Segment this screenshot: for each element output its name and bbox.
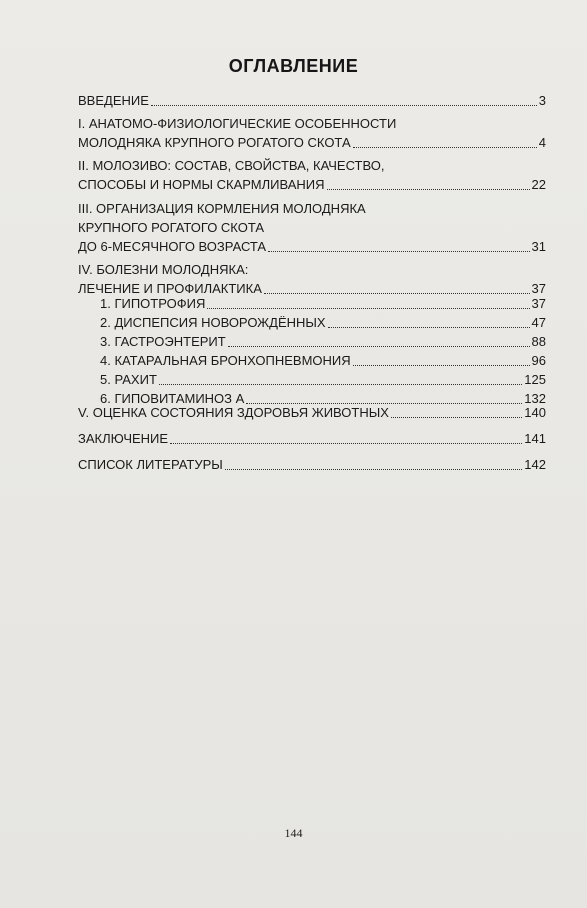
dot-leader — [391, 417, 522, 418]
dot-leader — [225, 469, 523, 470]
dot-leader — [228, 346, 530, 347]
toc-subentry-2 — [78, 313, 546, 332]
toc-entry-title: СПИСОК ЛИТЕРАТУРЫ — [78, 457, 223, 472]
toc-entry-page: 4 — [538, 135, 546, 150]
toc-entry-page: 141 — [524, 431, 546, 446]
toc-entry-introduction — [78, 91, 546, 110]
toc-entry-title: 1. ГИПОТРОФИЯ — [100, 296, 206, 311]
toc-entry-page: 3 — [538, 93, 546, 108]
toc-entry-page: 37 — [531, 281, 546, 296]
toc-entry-title: ДО 6-МЕСЯЧНОГО ВОЗРАСТА — [78, 239, 267, 254]
toc-entry-chapter-3 — [78, 199, 546, 256]
dot-leader — [170, 443, 522, 444]
toc-subentry-1 — [78, 294, 546, 313]
toc-entry-chapter-1 — [78, 114, 546, 152]
toc-entry-page: 96 — [531, 353, 546, 368]
toc-entry-page: 31 — [531, 239, 546, 254]
toc-entry-page: 140 — [524, 405, 546, 420]
dot-leader — [207, 308, 529, 309]
dot-leader — [353, 147, 537, 148]
dot-leader — [328, 327, 530, 328]
toc-entry-title-line: I. АНАТОМО-ФИЗИОЛОГИЧЕСКИЕ ОСОБЕННОСТИ — [78, 116, 397, 131]
toc-entry-page: 37 — [531, 296, 546, 311]
dot-leader — [327, 189, 530, 190]
page-number: 144 — [284, 826, 303, 840]
toc-entry-page: 22 — [531, 177, 546, 192]
toc-entry-page: 125 — [524, 372, 546, 387]
toc-heading: ОГЛАВЛЕНИЕ — [228, 56, 359, 76]
toc-entry-title-line: IV. БОЛЕЗНИ МОЛОДНЯКА: — [78, 262, 249, 277]
toc-entry-title: СПОСОБЫ И НОРМЫ СКАРМЛИВАНИЯ — [78, 177, 325, 192]
dot-leader — [159, 384, 522, 385]
toc-entry-title: ВВЕДЕНИЕ — [78, 93, 149, 108]
toc-entry-title: V. ОЦЕНКА СОСТОЯНИЯ ЗДОРОВЬЯ ЖИВОТНЫХ — [78, 405, 389, 420]
toc-subentry-5 — [78, 370, 546, 389]
toc-entry-page: 132 — [524, 391, 546, 406]
toc-entry-chapter-5 — [78, 403, 546, 422]
toc-entry-title-line: КРУПНОГО РОГАТОГО СКОТА — [78, 220, 265, 235]
toc-entry-bibliography — [78, 455, 546, 474]
toc-entry-chapter-4 — [78, 260, 546, 298]
toc-entry-title-line: II. МОЛОЗИВО: СОСТАВ, СВОЙСТВА, КАЧЕСТВО, — [78, 158, 385, 173]
dot-leader — [151, 105, 537, 106]
toc-entry-title: 3. ГАСТРОЭНТЕРИТ — [100, 334, 226, 349]
toc-entry-title: ЗАКЛЮЧЕНИЕ — [78, 431, 169, 446]
toc-entry-title: 6. ГИПОВИТАМИНОЗ А — [100, 391, 245, 406]
toc-entry-title: 4. КАТАРАЛЬНАЯ БРОНХОПНЕВМОНИЯ — [100, 353, 351, 368]
toc-entry-conclusion — [78, 429, 546, 448]
dot-leader — [268, 251, 529, 252]
toc-entry-chapter-2 — [78, 156, 546, 194]
toc-subentry-3 — [78, 332, 546, 351]
toc-entry-page: 47 — [531, 315, 546, 330]
toc-entry-page: 142 — [524, 457, 546, 472]
toc-entry-title: ЛЕЧЕНИЕ И ПРОФИЛАКТИКА — [78, 281, 262, 296]
dot-leader — [353, 365, 530, 366]
toc-entry-title: МОЛОДНЯКА КРУПНОГО РОГАТОГО СКОТА — [78, 135, 351, 150]
toc-entry-title: 5. РАХИТ — [100, 372, 157, 387]
toc-entry-page: 88 — [531, 334, 546, 349]
toc-subentry-4 — [78, 351, 546, 370]
toc-entry-title-line: III. ОРГАНИЗАЦИЯ КОРМЛЕНИЯ МОЛОДНЯКА — [78, 201, 366, 216]
toc-entry-title: 2. ДИСПЕПСИЯ НОВОРОЖДЁННЫХ — [100, 315, 326, 330]
